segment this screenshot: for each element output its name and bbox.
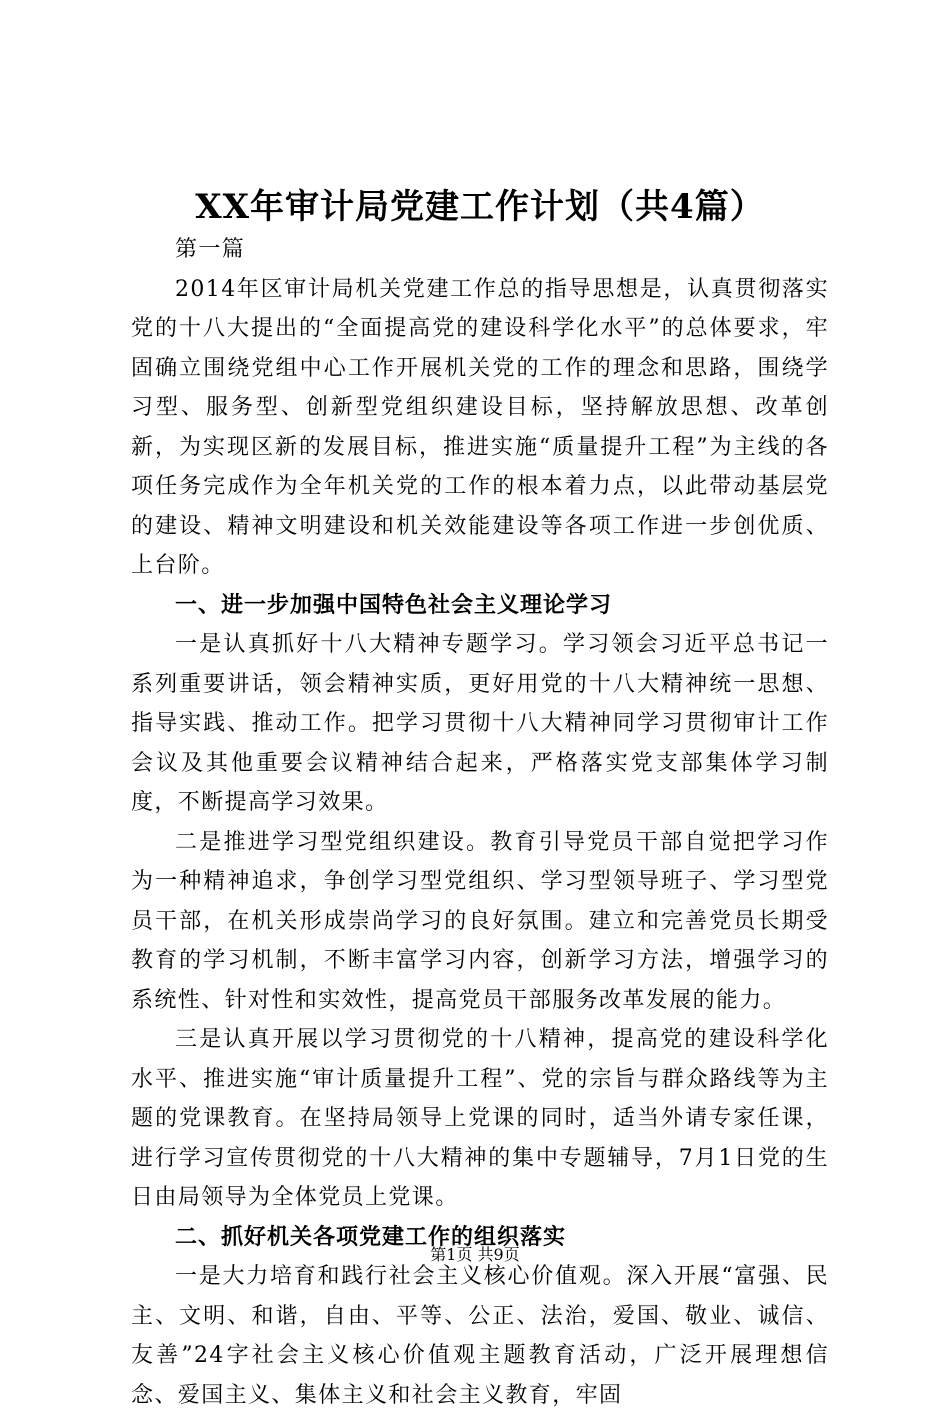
- paragraph: 一是大力培育和践行社会主义核心价值观。深入开展“富强、民主、文明、和谐，自由、平等、公正、法治，爱国、敬业、诚信、友善”24字社会主义核心价值观主题教育活动，广泛开展理想信念、爱国主义、集体主义和社会主义教育，牢固: [131, 1264, 829, 1408]
- page-footer: [0, 1243, 950, 1267]
- paragraph: 二是推进学习型党组织建设。教育引导党员干部自觉把学习作为一种精神追求，争创学习型党组织、学习型领导班子、学习型党员干部，在机关形成崇尚学习的良好氛围。建立和完善党员长期受教育的学习机制，不断丰富学习内容，创新学习方法，增强学习的系统性、针对性和实效性，提高党员干部服务改革发展的能力。: [131, 829, 829, 1013]
- paragraph: 2014年区审计局机关党建工作总的指导思想是，认真贯彻落实党的十八大提出的“全面提高党的建设科学化水平”的总体要求，牢固确立围绕党组中心工作开展机关党的工作的理念和思路，围绕学习型、服务型、创新型党组织建设目标，坚持解放思想、改革创新，为实现区新的发展目标，推进实施“质量提升工程”为主线的各项任务完成作为全年机关党的工作的根本着力点，以此带动基层党的建设、精神文明建设和机关效能建设等各项工作进一步创优质、上台阶。: [131, 276, 829, 578]
- section-heading: 一、进一步加强中国特色社会主义理论学习: [175, 592, 613, 618]
- page-total: 共9页: [477, 1245, 520, 1264]
- page-number: 第1页: [430, 1245, 473, 1264]
- document-title: XX年审计局党建工作计划（共4篇）: [195, 187, 765, 227]
- document-body: [131, 230, 829, 1415]
- section-heading: 二、抓好机关各项党建工作的组织落实: [175, 1224, 567, 1250]
- section-label: 第一篇: [175, 237, 246, 262]
- paragraph: 三是认真开展以学习贯彻党的十八精神，提高党的建设科学化水平、推进实施“审计质量提升工程”、党的宗旨与群众路线等为主题的党课教育。在坚持局领导上党课的同时，适当外请专家任课，进行学习宣传贯彻党的十八大精神的集中专题辅导，7月1日党的生日由局领导为全体党员上党课。: [131, 1027, 829, 1210]
- paragraph: 一是认真抓好十八大精神专题学习。学习领会习近平总书记一系列重要讲话，领会精神实质，更好用党的十八大精神统一思想、指导实践、推动工作。把学习贯彻十八大精神同学习贯彻审计工作会议及其他重要会议精神结合起来，严格落实党支部集体学习制度，不断提高学习效果。: [131, 632, 829, 815]
